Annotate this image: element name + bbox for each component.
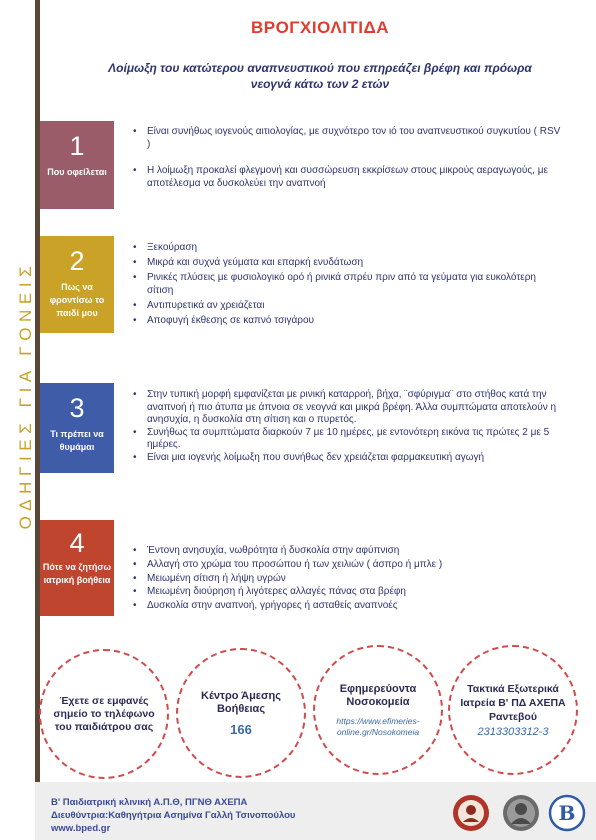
section-2-list: [131, 242, 561, 330]
section-1-number: 1: [69, 131, 85, 161]
list-item: • Συνήθως τα συμπτώματα διαρκούν 7 με 10 ημέρες, με εντονότερη εικόνα τις πρώτες 2 με 5 ημέρες.: [131, 427, 561, 452]
section-3-number: 3: [69, 393, 85, 423]
section-4-list: [131, 545, 561, 614]
section-3-label: Τι πρέπει να θυμάμαι: [50, 429, 104, 452]
hospitals-link[interactable]: https://www.efimeries-online.gr/Nosokomeia: [336, 715, 420, 737]
footer-clinic-name: Β' Παιδιατρική κλινική Α.Π.Θ, ΠΓΝΘ ΑΧΕΠΑ: [51, 797, 248, 808]
clinic-phone[interactable]: 2313303312-3: [477, 726, 549, 738]
section-2-label: Πως να φροντίσω το παιδί μου: [49, 282, 105, 318]
page-title: ΒΡΟΓΧΙΟΛΙΤΙΔΑ: [250, 18, 390, 37]
section-1-list: [131, 126, 561, 204]
svg-text:B: B: [558, 801, 576, 825]
section-4-label: Πότε να ζητήσω ιατρική βοήθεια: [42, 562, 112, 585]
list-item: • Στην τυπική μορφή εμφανίζεται με ρινική καταρροή, βήχα, ¨σφύριγμα¨ στο στήθος κατά την αναπνοή ή πιο άτυπα με άπνοια σε νεογνά και μικρά βρέφη. Άλλα συμπτώματα αποτελούν η ανησυχία, η δυσκολία στη σίτιση και ο πυρετός.: [131, 389, 561, 427]
list-item: • Ρινικές πλύσεις με φυσιολογικό ορό ή ρινικά σπρέυ πριν από τα γεύματα για ευκολότερη σίτιση: [131, 272, 561, 297]
list-item: • Αλλαγή στο χρώμα του προσώπου ή των χειλιών ( άσπρο ή μπλε ): [131, 559, 561, 572]
poison-center-circle: [176, 648, 306, 778]
clinic-logo-icon: [548, 794, 586, 832]
list-item: • Αντιπυρετικά αν χρειάζεται: [131, 300, 561, 313]
section-2-number: 2: [69, 246, 85, 276]
section-3-list: [131, 389, 561, 465]
list-item: • Αποφυγή έκθεσης σε καπνό τσιγάρου: [131, 315, 561, 328]
list-item: • Ξεκούραση: [131, 242, 561, 255]
clinic-label: Τακτικά Εξωτερικά Ιατρεία Β' ΠΔ ΑΧΕΠΑ Ραντεβού: [460, 683, 566, 723]
list-item: • Είναι συνήθως ιογενούς αιτιολογίας, με συχνότερο τον ιό του αναπνευστικού συγκυτίου ( RSV ): [131, 126, 561, 151]
list-item: • Μειωμένη σίτιση ή λήψη υγρών: [131, 573, 561, 586]
section-2-card: [40, 236, 114, 333]
hospitals-label: Εφημερεύοντα Νοσοκομεία: [339, 682, 417, 708]
poison-center-label: Κέντρο Άμεσης Βοήθειας: [201, 689, 281, 715]
clinic-circle: [448, 645, 578, 775]
list-item: • Δυσκολία στην αναπνοή, γρήγορες ή ασταθείς αναπνοές: [131, 600, 561, 613]
pediatrician-note: Έχετε σε εμφανές σημείο το τηλέφωνο του παιδιάτρου σας: [53, 694, 155, 733]
section-1-label: Που οφείλεται: [47, 167, 107, 177]
list-item: • Έντονη ανησυχία, νωθρότητα ή δυσκολία στην αφύπνιση: [131, 545, 561, 558]
list-item: • Μικρά και συχνά γεύματα και επαρκή ενυδάτωση: [131, 257, 561, 270]
hospitals-circle: [313, 645, 443, 775]
list-item: • Είναι μια ιογενής λοίμωξη που συνήθως δεν χρειάζεται φαρμακευτική αγωγή: [131, 452, 561, 465]
footer-website-link[interactable]: www.bped.gr: [51, 823, 111, 834]
section-4-number: 4: [69, 528, 85, 558]
page-subtitle: Λοίμωξη του κατώτερου αναπνευστικού που επηρεάζει βρέφη και πρόωρα νεογνά κάτω των 2 ετών: [108, 61, 532, 91]
side-title: ΟΔΗΓΙΕΣ ΓΙΑ ΓΟΝΕΙΣ: [16, 260, 35, 530]
university-seal-icon: [452, 794, 490, 832]
list-item: • Η λοίμωξη προκαλεί φλεγμονή και συσσώρευση εκκρίσεων στους μικρούς αεραγωγούς, με αποτέλεσμα να δυσκολεύει την αναπνοή: [131, 165, 561, 190]
section-3-card: [40, 383, 114, 473]
poison-center-number[interactable]: 166: [230, 721, 252, 737]
pediatrician-circle: [39, 649, 169, 779]
hospital-logo-icon: [502, 794, 540, 832]
footer-text: [51, 796, 295, 835]
section-4-card: [40, 520, 114, 616]
list-item: • Μειωμένη διούρηση ή λιγότερες αλλαγές πάνας στα βρέφη: [131, 586, 561, 599]
section-1-card: [40, 121, 114, 209]
footer-director: Διευθύντρια:Καθηγήτρια Ασημίνα Γαλλή Τσινοπούλου: [51, 810, 296, 821]
